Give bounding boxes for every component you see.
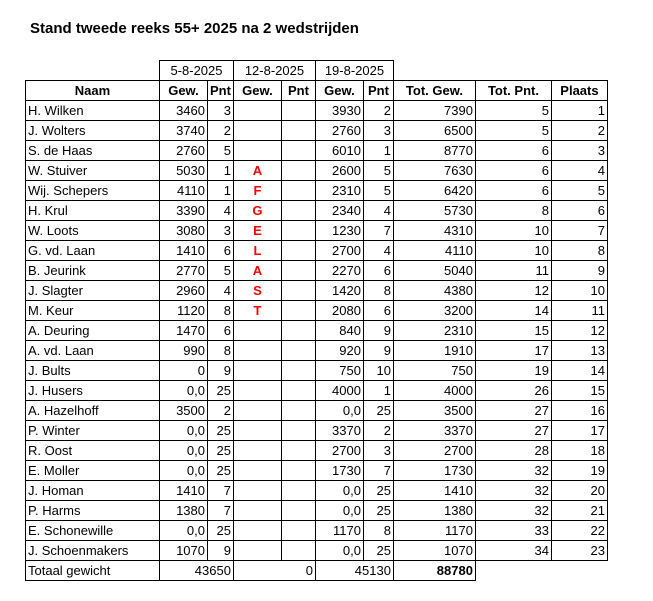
table-row (26, 521, 608, 541)
cell-tot-pnt: 28 (475, 441, 551, 461)
cell-gew-1: 1410 (160, 241, 208, 261)
cell-tot-gew: 7630 (393, 161, 475, 181)
cell-gew-1: 3500 (160, 401, 208, 421)
table-row (26, 501, 608, 521)
cell-gew-3: 2700 (315, 241, 363, 261)
cell-tot-gew: 4000 (393, 381, 475, 401)
cell-gew-2: S (233, 281, 281, 301)
cell-gew-3: 0,0 (315, 481, 363, 501)
cell-plaats: 13 (551, 341, 607, 361)
cell-pnt-2 (281, 441, 315, 461)
cell-gew-2 (233, 321, 281, 341)
cell-tot-pnt: 17 (475, 341, 551, 361)
cell-plaats: 20 (551, 481, 607, 501)
header-naam: Naam (26, 81, 160, 101)
cell-pnt-2 (281, 181, 315, 201)
cell-gew-1: 0 (160, 361, 208, 381)
cell-pnt-1: 7 (208, 481, 234, 501)
cell-pnt-3: 7 (363, 221, 393, 241)
cell-pnt-3: 9 (363, 341, 393, 361)
cell-pnt-2 (281, 521, 315, 541)
table-row (26, 421, 608, 441)
cell-tot-gew: 4380 (393, 281, 475, 301)
cell-pnt-3: 5 (363, 181, 393, 201)
cell-name: A. vd. Laan (26, 341, 160, 361)
cell-gew-2 (233, 341, 281, 361)
cell-name: H. Krul (26, 201, 160, 221)
header-gew-2: Gew. (233, 81, 281, 101)
cell-pnt-2 (281, 281, 315, 301)
table-row (26, 221, 608, 241)
cell-gew-1: 0,0 (160, 441, 208, 461)
cell-plaats: 8 (551, 241, 607, 261)
cell-plaats: 10 (551, 281, 607, 301)
cell-pnt-3: 5 (363, 161, 393, 181)
cell-gew-3: 2270 (315, 261, 363, 281)
cell-tot-pnt: 6 (475, 181, 551, 201)
table-row (26, 141, 608, 161)
cell-pnt-3: 8 (363, 281, 393, 301)
standings-table (25, 60, 608, 581)
cell-tot-pnt: 34 (475, 541, 551, 561)
cell-tot-pnt: 26 (475, 381, 551, 401)
cell-tot-gew: 6500 (393, 121, 475, 141)
cell-pnt-3: 25 (363, 541, 393, 561)
table-row (26, 201, 608, 221)
cell-tot-gew: 1910 (393, 341, 475, 361)
cell-plaats: 5 (551, 181, 607, 201)
cell-pnt-1: 25 (208, 441, 234, 461)
table-row (26, 161, 608, 181)
cell-gew-2 (233, 361, 281, 381)
cell-gew-3: 3370 (315, 421, 363, 441)
cell-pnt-2 (281, 481, 315, 501)
total-week-3: 45130 (315, 561, 393, 581)
cell-gew-1: 1410 (160, 481, 208, 501)
cell-pnt-1: 1 (208, 161, 234, 181)
cell-pnt-1: 1 (208, 181, 234, 201)
cell-name: P. Winter (26, 421, 160, 441)
cell-tot-gew: 1410 (393, 481, 475, 501)
cell-gew-3: 2340 (315, 201, 363, 221)
cell-pnt-2 (281, 101, 315, 121)
cell-gew-1: 1470 (160, 321, 208, 341)
cell-tot-pnt: 12 (475, 281, 551, 301)
cell-pnt-1: 25 (208, 461, 234, 481)
cell-gew-2 (233, 141, 281, 161)
header-gew-3: Gew. (315, 81, 363, 101)
cell-pnt-1: 6 (208, 321, 234, 341)
cell-pnt-1: 5 (208, 141, 234, 161)
table-row (26, 301, 608, 321)
cell-tot-pnt: 8 (475, 201, 551, 221)
column-header-row (26, 81, 608, 101)
table-row (26, 341, 608, 361)
cell-gew-1: 5030 (160, 161, 208, 181)
table-row (26, 121, 608, 141)
cell-name: J. Homan (26, 481, 160, 501)
cell-gew-1: 990 (160, 341, 208, 361)
cell-name: J. Husers (26, 381, 160, 401)
cell-gew-1: 3390 (160, 201, 208, 221)
cell-name: E. Moller (26, 461, 160, 481)
cell-plaats: 16 (551, 401, 607, 421)
table-row (26, 541, 608, 561)
cell-pnt-2 (281, 381, 315, 401)
cell-gew-3: 2600 (315, 161, 363, 181)
cell-name: S. de Haas (26, 141, 160, 161)
cell-tot-pnt: 32 (475, 481, 551, 501)
cell-name: J. Slagter (26, 281, 160, 301)
cell-pnt-1: 4 (208, 201, 234, 221)
cell-gew-3: 1730 (315, 461, 363, 481)
cell-tot-gew: 1070 (393, 541, 475, 561)
cell-pnt-2 (281, 461, 315, 481)
cell-gew-2 (233, 501, 281, 521)
table-row (26, 261, 608, 281)
cell-gew-1: 3080 (160, 221, 208, 241)
cell-pnt-3: 10 (363, 361, 393, 381)
cell-tot-pnt: 27 (475, 421, 551, 441)
cell-pnt-1: 4 (208, 281, 234, 301)
cell-name: M. Keur (26, 301, 160, 321)
cell-gew-1: 3460 (160, 101, 208, 121)
cell-tot-gew: 3200 (393, 301, 475, 321)
cell-gew-3: 2700 (315, 441, 363, 461)
cell-gew-2 (233, 421, 281, 441)
total-week-2: 0 (233, 561, 315, 581)
cell-gew-3: 750 (315, 361, 363, 381)
cell-tot-gew: 8770 (393, 141, 475, 161)
cell-plaats: 11 (551, 301, 607, 321)
cell-gew-2 (233, 481, 281, 501)
cell-tot-pnt: 10 (475, 221, 551, 241)
cell-gew-2 (233, 461, 281, 481)
cell-pnt-1: 2 (208, 401, 234, 421)
cell-name: B. Jeurink (26, 261, 160, 281)
cell-gew-1: 2760 (160, 141, 208, 161)
cell-pnt-3: 2 (363, 421, 393, 441)
cell-tot-gew: 3500 (393, 401, 475, 421)
cell-plaats: 23 (551, 541, 607, 561)
cell-plaats: 21 (551, 501, 607, 521)
total-row (26, 561, 608, 581)
cell-pnt-3: 7 (363, 461, 393, 481)
cell-tot-gew: 5040 (393, 261, 475, 281)
date-header-row (26, 61, 608, 81)
header-gew-1: Gew. (160, 81, 208, 101)
cell-gew-1: 2770 (160, 261, 208, 281)
table-row (26, 461, 608, 481)
cell-name: G. vd. Laan (26, 241, 160, 261)
cell-pnt-3: 25 (363, 401, 393, 421)
table-row (26, 381, 608, 401)
cell-gew-1: 0,0 (160, 521, 208, 541)
cell-plaats: 2 (551, 121, 607, 141)
cell-pnt-2 (281, 401, 315, 421)
cell-pnt-2 (281, 501, 315, 521)
total-grand: 88780 (393, 561, 475, 581)
cell-gew-2 (233, 541, 281, 561)
cell-tot-pnt: 5 (475, 121, 551, 141)
cell-name: Wij. Schepers (26, 181, 160, 201)
cell-plaats: 3 (551, 141, 607, 161)
cell-pnt-3: 4 (363, 241, 393, 261)
cell-plaats: 12 (551, 321, 607, 341)
cell-pnt-1: 5 (208, 261, 234, 281)
cell-pnt-3: 3 (363, 441, 393, 461)
header-plaats: Plaats (551, 81, 607, 101)
cell-name: J. Bults (26, 361, 160, 381)
cell-plaats: 1 (551, 101, 607, 121)
date-week-2: 12-8-2025 (233, 61, 315, 81)
cell-pnt-3: 1 (363, 381, 393, 401)
cell-pnt-1: 9 (208, 541, 234, 561)
cell-pnt-1: 3 (208, 221, 234, 241)
cell-gew-1: 3740 (160, 121, 208, 141)
table-row (26, 181, 608, 201)
table-row (26, 281, 608, 301)
cell-gew-3: 0,0 (315, 401, 363, 421)
cell-pnt-1: 3 (208, 101, 234, 121)
cell-pnt-1: 8 (208, 341, 234, 361)
cell-tot-pnt: 6 (475, 141, 551, 161)
cell-plaats: 14 (551, 361, 607, 381)
cell-tot-gew: 2700 (393, 441, 475, 461)
page-title: Stand tweede reeks 55+ 2025 na 2 wedstrijden (30, 20, 359, 37)
cell-gew-3: 2760 (315, 121, 363, 141)
cell-name: W. Stuiver (26, 161, 160, 181)
cell-gew-2 (233, 401, 281, 421)
cell-plaats: 19 (551, 461, 607, 481)
cell-tot-gew: 1380 (393, 501, 475, 521)
cell-pnt-2 (281, 361, 315, 381)
cell-name: E. Schonewille (26, 521, 160, 541)
cell-gew-3: 4000 (315, 381, 363, 401)
cell-pnt-2 (281, 201, 315, 221)
cell-gew-2 (233, 101, 281, 121)
cell-gew-3: 6010 (315, 141, 363, 161)
total-week-1: 43650 (160, 561, 234, 581)
cell-tot-gew: 3370 (393, 421, 475, 441)
cell-gew-3: 0,0 (315, 501, 363, 521)
cell-pnt-3: 4 (363, 201, 393, 221)
cell-pnt-1: 9 (208, 361, 234, 381)
cell-plaats: 18 (551, 441, 607, 461)
cell-gew-2: E (233, 221, 281, 241)
cell-gew-2: A (233, 261, 281, 281)
cell-name: A. Hazelhoff (26, 401, 160, 421)
cell-plaats: 17 (551, 421, 607, 441)
cell-tot-pnt: 19 (475, 361, 551, 381)
table-row (26, 101, 608, 121)
cell-pnt-1: 7 (208, 501, 234, 521)
cell-gew-3: 1170 (315, 521, 363, 541)
cell-gew-2: A (233, 161, 281, 181)
cell-pnt-3: 1 (363, 141, 393, 161)
cell-name: J. Wolters (26, 121, 160, 141)
cell-pnt-2 (281, 301, 315, 321)
cell-tot-gew: 750 (393, 361, 475, 381)
cell-name: R. Oost (26, 441, 160, 461)
header-pnt-1: Pnt (208, 81, 234, 101)
cell-gew-3: 2080 (315, 301, 363, 321)
cell-gew-3: 1420 (315, 281, 363, 301)
cell-plaats: 9 (551, 261, 607, 281)
cell-pnt-2 (281, 141, 315, 161)
cell-pnt-3: 2 (363, 101, 393, 121)
cell-pnt-3: 3 (363, 121, 393, 141)
table-row (26, 241, 608, 261)
cell-gew-2: T (233, 301, 281, 321)
cell-tot-gew: 1730 (393, 461, 475, 481)
cell-pnt-1: 8 (208, 301, 234, 321)
header-tot-pnt: Tot. Pnt. (475, 81, 551, 101)
cell-plaats: 15 (551, 381, 607, 401)
cell-gew-3: 3930 (315, 101, 363, 121)
cell-name: H. Wilken (26, 101, 160, 121)
cell-pnt-2 (281, 341, 315, 361)
cell-pnt-2 (281, 241, 315, 261)
cell-gew-2 (233, 441, 281, 461)
cell-pnt-1: 25 (208, 421, 234, 441)
cell-gew-2: F (233, 181, 281, 201)
cell-tot-pnt: 6 (475, 161, 551, 181)
cell-pnt-1: 2 (208, 121, 234, 141)
total-label: Totaal gewicht (26, 561, 160, 581)
date-week-3: 19-8-2025 (315, 61, 393, 81)
cell-gew-1: 0,0 (160, 421, 208, 441)
cell-pnt-1: 6 (208, 241, 234, 261)
cell-tot-gew: 4110 (393, 241, 475, 261)
cell-gew-2 (233, 521, 281, 541)
cell-pnt-2 (281, 321, 315, 341)
cell-tot-gew: 2310 (393, 321, 475, 341)
cell-tot-pnt: 33 (475, 521, 551, 541)
cell-tot-pnt: 5 (475, 101, 551, 121)
header-pnt-2: Pnt (281, 81, 315, 101)
cell-tot-pnt: 11 (475, 261, 551, 281)
cell-gew-1: 0,0 (160, 461, 208, 481)
cell-plaats: 6 (551, 201, 607, 221)
cell-tot-pnt: 10 (475, 241, 551, 261)
cell-plaats: 7 (551, 221, 607, 241)
cell-pnt-3: 6 (363, 301, 393, 321)
cell-tot-pnt: 15 (475, 321, 551, 341)
cell-pnt-2 (281, 121, 315, 141)
cell-pnt-1: 25 (208, 521, 234, 541)
cell-tot-gew: 5730 (393, 201, 475, 221)
standings-body (26, 61, 608, 581)
cell-gew-3: 840 (315, 321, 363, 341)
cell-plaats: 22 (551, 521, 607, 541)
cell-gew-2 (233, 121, 281, 141)
cell-pnt-2 (281, 221, 315, 241)
cell-name: P. Harms (26, 501, 160, 521)
cell-pnt-2 (281, 421, 315, 441)
cell-gew-2 (233, 381, 281, 401)
header-tot-gew: Tot. Gew. (393, 81, 475, 101)
cell-gew-3: 920 (315, 341, 363, 361)
cell-name: A. Deuring (26, 321, 160, 341)
cell-pnt-3: 25 (363, 481, 393, 501)
table-row (26, 441, 608, 461)
cell-tot-pnt: 32 (475, 501, 551, 521)
cell-gew-3: 1230 (315, 221, 363, 241)
cell-tot-pnt: 32 (475, 461, 551, 481)
cell-tot-gew: 4310 (393, 221, 475, 241)
cell-pnt-3: 9 (363, 321, 393, 341)
cell-pnt-2 (281, 541, 315, 561)
cell-tot-gew: 6420 (393, 181, 475, 201)
cell-pnt-2 (281, 161, 315, 181)
table-row (26, 361, 608, 381)
cell-gew-1: 0,0 (160, 381, 208, 401)
cell-gew-1: 1380 (160, 501, 208, 521)
cell-gew-1: 1120 (160, 301, 208, 321)
date-week-1: 5-8-2025 (160, 61, 234, 81)
table-row (26, 401, 608, 421)
table-row (26, 321, 608, 341)
cell-plaats: 4 (551, 161, 607, 181)
cell-gew-3: 2310 (315, 181, 363, 201)
cell-tot-gew: 1170 (393, 521, 475, 541)
header-pnt-3: Pnt (363, 81, 393, 101)
cell-tot-pnt: 14 (475, 301, 551, 321)
cell-pnt-3: 25 (363, 501, 393, 521)
cell-tot-gew: 7390 (393, 101, 475, 121)
cell-pnt-3: 6 (363, 261, 393, 281)
cell-name: J. Schoenmakers (26, 541, 160, 561)
cell-gew-1: 1070 (160, 541, 208, 561)
cell-gew-2: L (233, 241, 281, 261)
cell-gew-1: 4110 (160, 181, 208, 201)
cell-gew-2: G (233, 201, 281, 221)
cell-gew-1: 2960 (160, 281, 208, 301)
table-row (26, 481, 608, 501)
cell-gew-3: 0,0 (315, 541, 363, 561)
cell-pnt-1: 25 (208, 381, 234, 401)
cell-pnt-3: 8 (363, 521, 393, 541)
cell-tot-pnt: 27 (475, 401, 551, 421)
cell-pnt-2 (281, 261, 315, 281)
cell-name: W. Loots (26, 221, 160, 241)
